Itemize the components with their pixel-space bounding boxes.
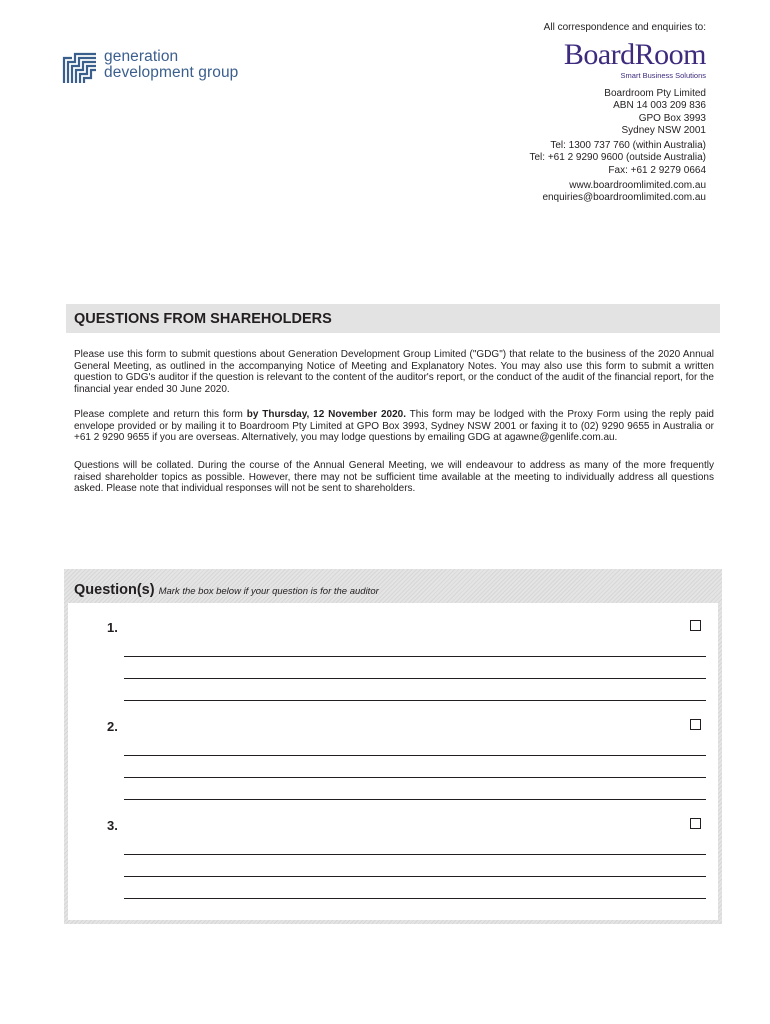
section-banner: [66, 304, 720, 333]
gdg-logo-text: [104, 49, 238, 80]
question-2-number: 2.: [107, 719, 118, 734]
question-3-answer-line[interactable]: [124, 898, 706, 899]
deadline-text-end: This form may be lodged with the Proxy Form using the reply paid envelope provided or by mailing it to Boardroom Pty Limited at GPO Box 3993, Sydney NSW 2001 or faxing it to (02) 9290 9655 in Australia or +61 2 9290 9655 if you are overseas. Alternatively, you may lodge questions by emailing GDG at agawne@genlife.com.au.: [74, 409, 714, 444]
gdg-logo-line2: development group: [104, 63, 239, 81]
deadline-date: by Thursday, 12 November 2020.: [246, 409, 406, 420]
address-line: ABN 14 003 209 836: [613, 100, 706, 112]
deadline-paragraph: [74, 409, 714, 444]
boardroom-logo-name: BoardRoom: [563, 38, 706, 71]
collation-paragraph: Questions will be collated. During the course of the Annual General Meeting, we will endeavour to address as many of the more frequently raised shareholder topics as possible. However, there may not be sufficient time available at the meeting to individually address all questions asked. Please note that individual responses will not be sent to shareholders.: [74, 460, 714, 495]
question-1-auditor-checkbox[interactable]: [690, 620, 701, 631]
question-2-auditor-checkbox[interactable]: [690, 719, 701, 730]
question-3-answer-line[interactable]: [124, 854, 706, 855]
contact-line: Tel: +61 2 9290 9600 (outside Australia): [529, 152, 706, 164]
questions-panel: [64, 569, 722, 924]
question-1-answer-line[interactable]: [124, 678, 706, 679]
address-line: Sydney NSW 2001: [621, 124, 706, 136]
gdg-logo: [62, 48, 252, 84]
gdg-logo-mark-icon: [62, 48, 98, 84]
questions-instruction: Mark the box below if your question is for the auditor: [158, 586, 379, 597]
gdg-logo-line1: generation: [104, 48, 179, 65]
email-link[interactable]: enquiries@boardroomlimited.com.au: [542, 192, 706, 204]
question-2-answer-line[interactable]: [124, 799, 706, 800]
contact-line: Fax: +61 2 9279 0664: [608, 164, 706, 176]
section-title: QUESTIONS FROM SHAREHOLDERS: [74, 311, 332, 327]
boardroom-logo: [541, 40, 706, 80]
questions-heading: [74, 582, 379, 598]
contact-line: Tel: 1300 737 760 (within Australia): [550, 140, 706, 152]
question-2-answer-line[interactable]: [124, 755, 706, 756]
question-1-answer-line[interactable]: [124, 656, 706, 657]
question-3-answer-line[interactable]: [124, 876, 706, 877]
registry-address: [529, 88, 706, 205]
questions-writing-area: [68, 603, 718, 920]
website-link[interactable]: www.boardroomlimited.com.au: [569, 180, 706, 192]
question-3-number: 3.: [107, 818, 118, 833]
question-2-answer-line[interactable]: [124, 777, 706, 778]
boardroom-logo-tagline: Smart Business Solutions: [620, 71, 706, 80]
deadline-text-start: Please complete and return this form: [74, 409, 247, 420]
question-1-number: 1.: [107, 620, 118, 635]
intro-paragraph: Please use this form to submit questions about Generation Development Group Limited ("GDG") that relate to the business of the 2020 Annual General Meeting, as outlined in the accompanying Notice of Meeting and Explanatory Notes. You may also use this form to submit a written question to GDG's auditor if the question is relevant to the content of the auditor's report, or the conduct of the audit of the financial report, for the financial year ended 30 June 2020.: [74, 349, 714, 395]
correspondence-label: All correspondence and enquiries to:: [543, 22, 706, 33]
question-1-answer-line[interactable]: [124, 700, 706, 701]
address-line: Boardroom Pty Limited: [604, 88, 706, 99]
question-3-auditor-checkbox[interactable]: [690, 818, 701, 829]
questions-title: Question(s): [74, 582, 155, 598]
address-line: GPO Box 3993: [638, 112, 706, 124]
